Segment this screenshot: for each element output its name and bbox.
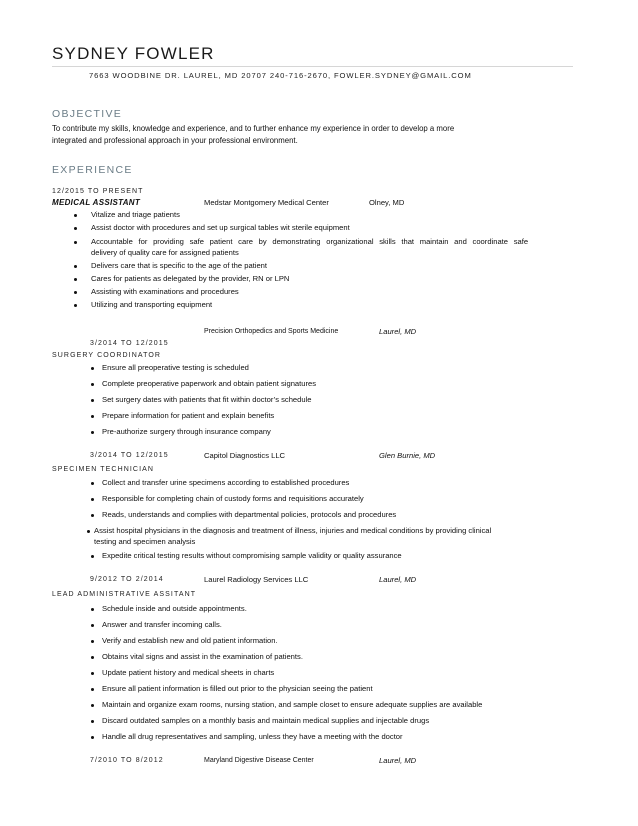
- resume-page: SYDNEY FOWLER 7663 WOODBINE DR. LAUREL, MD 20707 240-716-2670, FOWLER.SYDNEY@GMAIL.COM OBJECTIVE To contribute my skills, knowledge and experience, and to further enhance my experience in order to develop a more integrated and professional approach in your professional environment. EXPERIENCE 12/2015 TO PRESENT MEDICAL ASSISTANT Medstar Montgomery Medical Center Olney, MD Vitalize and triage patients Assist doctor with procedures and set up surgical tables wit sterile equipment Accountable for providing safe patient care by demonstrating organizational skills that maintain and coordinate safe delivery of quality care for assigned patients Delivers care that is specific to the age of the patient Cares for patients as delegated by the provider, RN or LPN Assisting with examinations and procedures Utilizing and transporting equipment Precision Orthopedics and Sports Medicine Laurel, MD 3/2014 TO 12/2015 SURGERY COORDINATOR Ensure all preoperative testing is scheduled Complete preoperative paperwork and obtain patient signatures Set surgery dates with patients that fit within doctor’s schedule Prepare information for patient and explain benefits Pre-authorize surgery through insurance company 3/2014 TO 12/2015 Capitol Diagnostics LLC Glen Burnie, MD SPECIMEN TECHNICIAN Collect and transfer urine specimens according to established procedures Responsible for completing chain of custody forms and requisitions accurately Reads, understands and complies with departmental policies, protocols and procedures Assist hospital physicians in the diagnosis and treatment of illness, injuries and medical conditions by providing clinical testing and specimen analysis Expedite critical testing results without compromising sample validity or quality assurance 9/2012 TO 2/2014 Laurel Radiology Services LLC Laurel, MD LEAD ADMINISTRATIVE ASSITANT Schedule inside and outside appointments. Answer and transfer incoming calls. Verify and establish new and old patient information. Obtains vital signs and assist in the examination of patients. Update patient history and medical sheets in charts Ensure all patient information is filled out prior to the physician seeing the patient Maintain and organize exam rooms, nursing station, and sample closet to ensure adequate supplies are available Discard outdated samples on a monthly basis and maintain medical supplies and injectable drugs Handle all drug representatives and sampling, unless they have a meeting with the doctor 7/2010 TO 8/2012 Maryland Digestive Disease Center Laurel, MD: [0, 0, 638, 826]
- job1-title: MEDICAL ASSISTANT: [52, 198, 141, 207]
- job5-employer: Maryland Digestive Disease Center: [204, 757, 314, 764]
- contact-line: 7663 WOODBINE DR. LAUREL, MD 20707 240-716-2670, FOWLER.SYDNEY@GMAIL.COM: [89, 71, 472, 80]
- job1-dates: 12/2015 TO PRESENT: [52, 188, 144, 195]
- job3-employer: Capitol Diagnostics LLC: [204, 451, 286, 460]
- job3-dates: 3/2014 TO 12/2015: [90, 452, 169, 459]
- job1-employer: Medstar Montgomery Medical Center: [204, 198, 329, 207]
- job5-location: Laurel, MD: [379, 756, 417, 765]
- objective-line-1: To contribute my skills, knowledge and experience, and to further enhance my experience in order to develop a more: [52, 124, 455, 133]
- objective-line-2: integrated and professional approach in your professional environment.: [52, 136, 298, 145]
- job2-employer: Precision Orthopedics and Sports Medicine: [204, 328, 339, 335]
- job4-employer: Laurel Radiology Services LLC: [204, 575, 309, 584]
- job2-dates: 3/2014 TO 12/2015: [90, 340, 169, 347]
- job1-location: Olney, MD: [369, 198, 405, 207]
- job5-dates: 7/2010 TO 8/2012: [90, 757, 164, 764]
- job4-dates: 9/2012 TO 2/2014: [90, 576, 164, 583]
- objective-heading: OBJECTIVE: [52, 108, 123, 120]
- job2-title: SURGERY COORDINATOR: [52, 352, 162, 359]
- job2-location: Laurel, MD: [379, 327, 417, 336]
- experience-heading: EXPERIENCE: [52, 164, 133, 176]
- job4-location: Laurel, MD: [379, 575, 417, 584]
- job3-location: Glen Burnie, MD: [379, 451, 436, 460]
- header-divider: [52, 66, 573, 67]
- candidate-name: SYDNEY FOWLER: [52, 44, 215, 63]
- job4-title: LEAD ADMINISTRATIVE ASSITANT: [52, 591, 197, 598]
- job3-title: SPECIMEN TECHNICIAN: [52, 466, 155, 473]
